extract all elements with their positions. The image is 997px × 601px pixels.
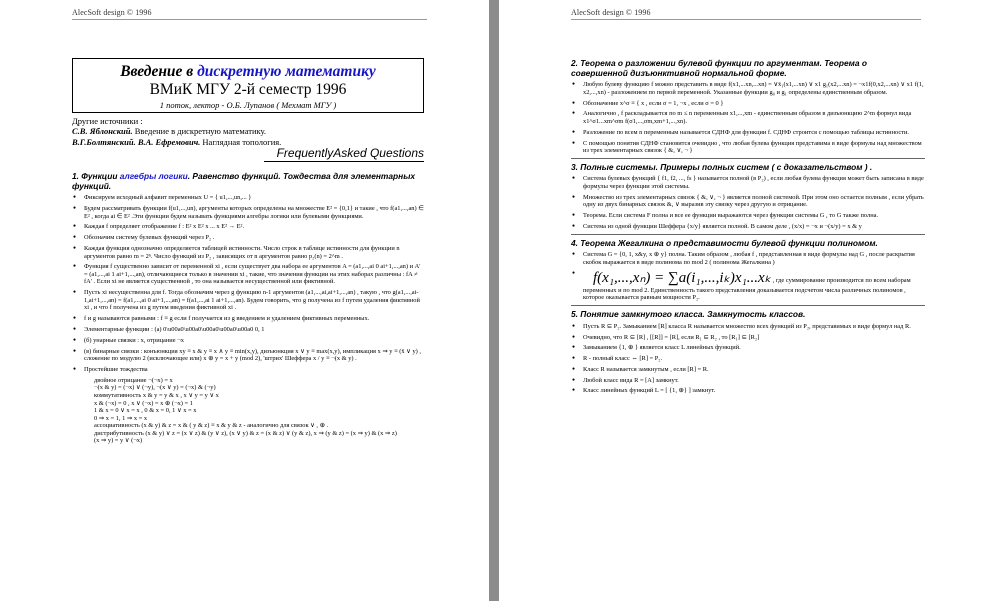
title-box [72,58,424,113]
section-1-link[interactable]: алгебры логики [119,171,188,181]
section-1-title [72,172,424,191]
source-2-author: В.Г.Болтянский. В.А. Ефремович. [72,136,201,147]
sources-heading: Другие источники : [72,116,143,126]
list-item: ● Простейшие тождества [72,366,424,374]
list-item: ● Каждая функция однозначно определяется таблицей истинности. Число строк в таблице истинности для функции n аргументов равно m = 2ⁿ. Число функций из P₂ , зависящих от n аргументов равно p₂(n) = 2^m . [72,245,424,260]
header-rule [571,19,921,20]
list-item: ● Любой класс вида R = [A] замкнут. [571,377,925,385]
section-divider [571,234,925,235]
faq-link[interactable]: FrequentlyAsked Questions [276,146,424,161]
sources-block [72,116,424,162]
list-item: ● Функция f существенно зависит от переменной xi , если существует два набора ее аргументов A = (a1,...,ai 0 ai+1,...,an) и A' = (a1,...,ai 1 ai+1,...,an), отличающиеся только в значении xi , такие, что значения функции на этих наборах различны : fA ≠ fA' . Если xi не является существенной , то она называется несущественной или фиктивной. [72,263,424,286]
list-item: ● (б) унарные связки : x, отрицание ¬x [72,337,424,345]
section-divider [571,305,925,306]
identity-line: ассоциативность (x & y) & z = x & ( y & z) ≡ x & y & z - аналогично для связок ∨ , ⊕ . [94,422,329,430]
zhegalkin-paragraph [571,270,925,302]
page-header: AlecSoft design © 1996 [72,8,152,17]
document-title [73,63,423,81]
identity-line: дистрибутивность (x & y) ∨ z = (x ∨ z) & (y ∨ z), (x ∨ y) & z = (x & z) ∨ (y & z), x ⇒ (y & z) = (x ⇒ y) & (x ⇒ z) [94,429,397,437]
list-item: ● Обозначим систему булевых функций через P₂ . [72,234,424,242]
source-1 [72,126,424,136]
page-2-body [571,59,925,398]
list-item: ● f и g называются равными : f ≡ g если f получается из g введением и удалением фиктивных переменных. [72,315,424,323]
list-item: ● Аналогично , f раскладывается по m ≤ n переменным x1,...,xm - единственным образом в дизъюнкцию 2^m формул вида x1^σ1...xm^σm f(σ1,...,σm,xm+1,...,xn). [571,110,925,125]
identity-line: двойное отрицание ¬(¬x) = x [94,376,173,384]
identity-line: коммутативность x & y = y & x , x ∨ y = y ∨ x [94,391,219,399]
list-item: ● Система булевых функций { f1, f2, ..., fs } называется полной (в P₂) , если любая булева функция может быть записана в виде формулы через функции этой системы. [571,175,925,190]
list-item: ● Обозначение x^σ ≡ { x , если σ = 1, ¬x , если σ = 0 } [571,100,925,108]
section-1 [72,172,424,445]
section-divider [571,158,925,159]
list-item: ● R - полный класс ⇔ [R] = P₂. [571,355,925,363]
list-item: ● Замыканием {1, ⊕ } является класс L линейных функций. [571,344,925,352]
section-3-title: 3. Полные системы. Примеры полных систем ( с доказательством ) . [571,161,873,172]
identity-line: (x ⇒ y) = y ∨ (¬x) [94,437,143,445]
list-item: ● Разложение по всем n переменным называется СДНФ для функции f. СДНФ строится с помощью таблицы истинности. [571,129,925,137]
list-item: ● Будем рассматривать функции f(u1,...,un), аргументы которых определены на множестве E² = {0,1} и такие , что f(a1,...,an) ∈ E² , когда ai ∈ E² .Эти функции будем называть функциями алгебры логики или булевыми функциями. [72,205,424,220]
faq-underline [264,161,424,162]
list-item: ● Очевидно, что R ⊆ [R] , [[R]] = [R], если R₁ ⊆ R₂ , то [R₁] ⊆ [R₂] [571,334,925,342]
zhegalkin-formula: f(x₁,...,xₙ) = ∑a(i₁,...,iₖ)x₁...xₖ [593,269,772,286]
source-2-title: Наглядная топология. [200,136,282,147]
list-item: ● Множество из трех элементарных связок { &, ∨, ¬ } является полной системой. При этом оно остается полным , если убрать одну из двух бинарных связок &, ∨ выразив эту связку через другую и отрицание. [571,194,925,209]
title-text: Введение в [120,63,198,80]
zhegalkin-text: , где суммирование производится по всем наборам переменных и по mod 2. Единственность такого представления доказывается подсчетом числа различных полиномов , которое оказывается равным мощности P₂. [583,276,911,302]
section-1-rest: . Равенство функций. Тождества для элементарных функций. [72,171,416,191]
header-rule [72,19,427,20]
list-item: ● Любую булеву функцию f можно представить в виде f(x1,...xn,...xn) = ∨x̄₁(x1,...xn) ∨ x1 g₁(x2,...xn) = ¬x1f(0,x2,...xn) ∨ x1 f(1, x2,...,xn) - разложением по первой переменной. Указанные функции g₀ и g₁ определены единственным образом. [571,81,925,96]
source-1-author: С.В. Яблонский. [72,126,133,137]
section-4-title: 4. Теорема Жегалкина о представимости булевой функции полиномом. [571,237,878,248]
identity-line: 1 & x = 0 ∨ x = x , 0 & x = 0, 1 ∨ x = x [94,407,197,415]
list-item: ● Система G = {0, 1, x&y, x ⊕ y} полна. Таким образом , любая f , представленная в виде формулы над G , после раскрытия скобок выражается в виде полинома по mod 2 ( полинома Жегалкина ) [571,251,925,266]
section-1-num: 1. Функции [72,171,120,181]
identity-line: 0 ⇒ x = 1, 1 ⇒ x = x [94,414,148,422]
list-item: ● Класс R называется замкнутым , если [R] = R. [571,366,925,374]
document-subtitle: ВМиК МГУ 2-й семестр 1996 [149,81,347,98]
document-page-2 [499,0,997,601]
page-header: AlecSoft design © 1996 [571,8,651,17]
identity-line: ¬(x & y) = (¬x) ∨ (¬y), ¬(x ∨ y) = (¬x) & (¬y) [94,384,216,392]
document-page-1 [0,0,489,601]
list-item: ● Пусть xi несущественна для f. Тогда обозначим через g функцию n-1 аргументов (a1,...,ai,ai+1,...,an) , такую , что g(a1,...,ai-1,ai+1,...,an) = f(a1,...,ai 0 ai+1,...,an) = f(a1,...,ai 1 ai+1,...,an). Будем говорить, что g получена из f путем удаления фиктивной xi , и что f получена из g путем введения фиктивной xi . [72,289,424,312]
section-2-title: 2. Теорема о разложении булевой функции по аргументам. Теорема о совершенной дизъюнктивной нормальной форме. [571,58,867,78]
list-item: ● Фиксируем исходный алфавит переменных U = { u1,...,un,... } [72,194,424,202]
list-item: ● (в) бинарные связки : конъюнкция xy ≡ x & y ≡ x ∧ y ≡ min(x,y), дизъюнкция x ∨ y ≡ max(x,y), импликация x ⇒ y ≡ (x̄ ∨ y) , сложение по модулю 2 (исключающее или) x ⊕ y = x + y (mod 2), 'штрих' Шеффера x / y ≡ ¬(x & y) . [72,348,424,363]
identity-line: x & (¬x) = 0 , x ∨ (¬x) = x ⊕ (¬x) = 1 [94,399,193,407]
list-item: ● С помощью понятия СДНФ становится очевидно , что любая булева функция представима в виде формулы над множеством из трех элементарных связок { &, ∨, ¬ } [571,140,925,155]
title-link[interactable]: дискретную математику [197,63,376,80]
list-item: ● Система из одной функции Шеффера {x/y} является полной. В самом деле , (x/x) = ¬x и ¬(x/y) = x & y [571,223,925,231]
list-item: ● Теорема. Если система F полна и все ее функции выражаются через функции системы G , то G также полна. [571,212,925,220]
list-item: ● Каждая f определяет отображение f : E² x E² x ... x E² → E². [72,223,424,231]
source-1-title: Введение в дискретную математику. [132,126,267,137]
section-5-title: 5. Понятие замкнутого класса. Замкнутость классов. [571,309,806,320]
lecture-info: 1 поток, лектор - О.Б. Лупанов ( Мехмат МГУ ) [159,100,337,110]
list-item: ● Пусть R ⊆ P₂. Замыканием [R] класса R называется множество всех функций из P₂, представимых в виде формул над R. [571,323,925,331]
list-item: ● Класс линейных функций L = [ {1, ⊕} ] замкнут. [571,387,925,395]
list-item: ● Элементарные функции : (a) 0\u00a0\u00a0\u00a0\u00a0\u00a0 0, 1 [72,326,424,334]
